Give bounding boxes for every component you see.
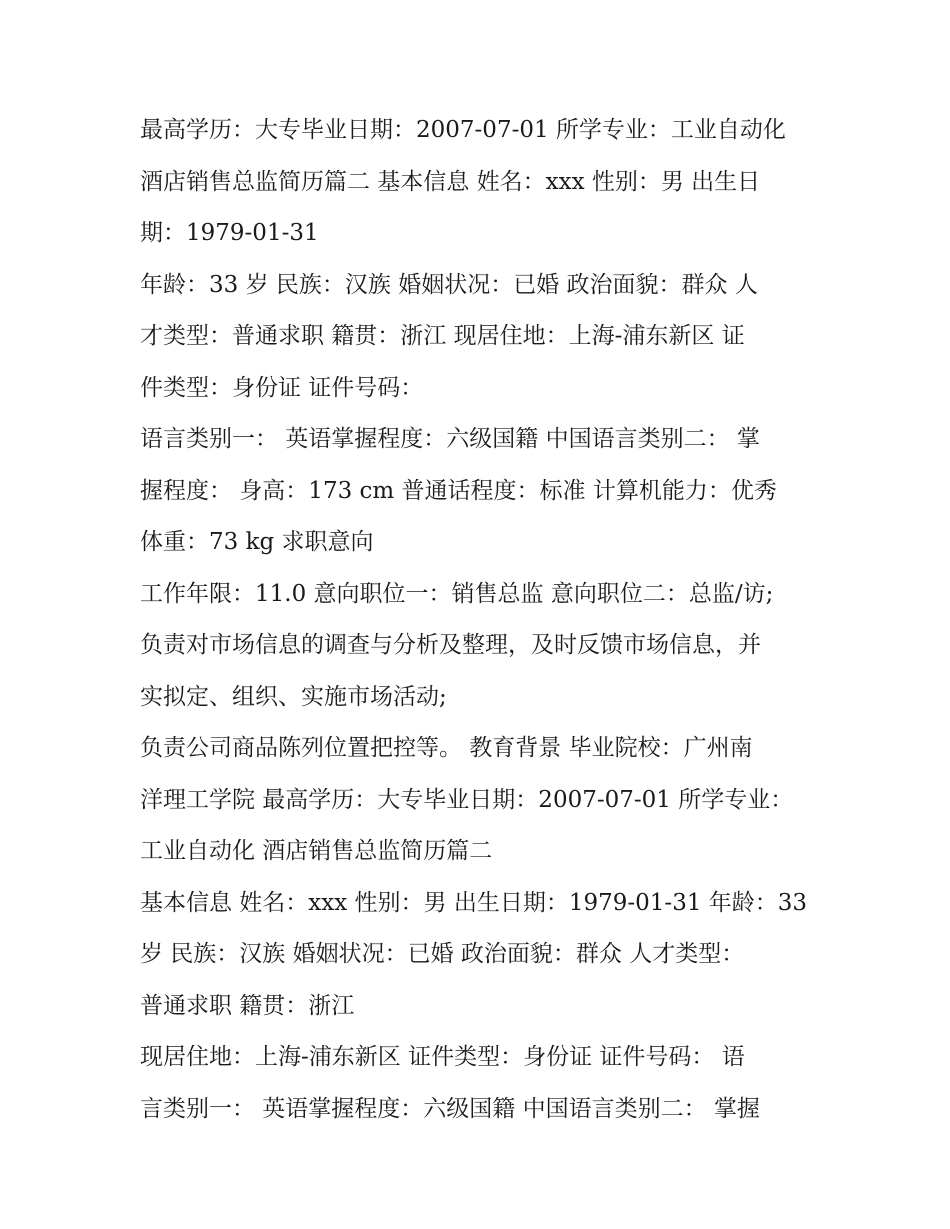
text-line: 件类型：身份证 证件号码：: [140, 374, 424, 401]
paragraph-education-1: [140, 105, 812, 157]
text-line: 现居住地：上海-浦东新区 证件类型：身份证 证件号码： 语: [140, 1044, 745, 1070]
text-line: 语言类别一： 英语掌握程度：六级国籍 中国语言类别二： 掌: [140, 426, 760, 452]
paragraph-basic-info-2: [140, 878, 812, 1033]
paragraph-basic-info-1: [140, 157, 812, 260]
paragraph-language-skills-1: [140, 414, 812, 569]
text-line: 负责公司商品陈列位置把控等。 教育背景 毕业院校：广州南: [140, 735, 753, 761]
paragraph-education-2: [140, 723, 812, 878]
text-line: 工作年限：11.0 意向职位一：销售总监 意向职位二：总监/访;: [140, 580, 774, 607]
text-line: 体重：73 kg 求职意向: [140, 529, 374, 555]
text-line: 最高学历：大专毕业日期：2007-07-01 所学专业：工业自动化: [140, 117, 786, 143]
text-line: 岁 民族：汉族 婚姻状况：已婚 政治面貌：群众 人才类型：: [140, 941, 745, 967]
text-line: 基本信息 姓名：xxx 性别：男 出生日期：1979-01-31 年龄：33: [140, 889, 808, 916]
paragraph-personal-details-1: [140, 260, 812, 415]
text-line: 期：1979-01-31: [140, 220, 319, 246]
text-line: 负责对市场信息的调查与分析及整理，及时反馈市场信息，并: [140, 632, 761, 658]
text-line: 年龄：33 岁 民族：汉族 婚姻状况：已婚 政治面貌：群众 人: [140, 271, 758, 298]
text-line: 言类别一： 英语掌握程度：六级国籍 中国语言类别二： 掌握: [140, 1095, 760, 1122]
text-line: 才类型：普通求职 籍贯：浙江 现居住地：上海-浦东新区 证: [140, 323, 745, 349]
document-body: [140, 105, 812, 1135]
text-line: 洋理工学院 最高学历：大专毕业日期：2007-07-01 所学专业：: [140, 786, 794, 813]
text-line: 握程度： 身高：173 cm 普通话程度：标准 计算机能力：优秀: [140, 477, 777, 504]
paragraph-job-intent: [140, 569, 812, 724]
text-line: 工业自动化 酒店销售总监简历篇二: [140, 838, 493, 864]
text-line: 实拟定、组织、实施市场活动;: [140, 683, 447, 710]
paragraph-personal-details-2: [140, 1032, 812, 1135]
text-line: 普通求职 籍贯：浙江: [140, 992, 355, 1019]
text-line: 酒店销售总监简历篇二 基本信息 姓名：xxx 性别：男 出生日: [140, 168, 761, 195]
